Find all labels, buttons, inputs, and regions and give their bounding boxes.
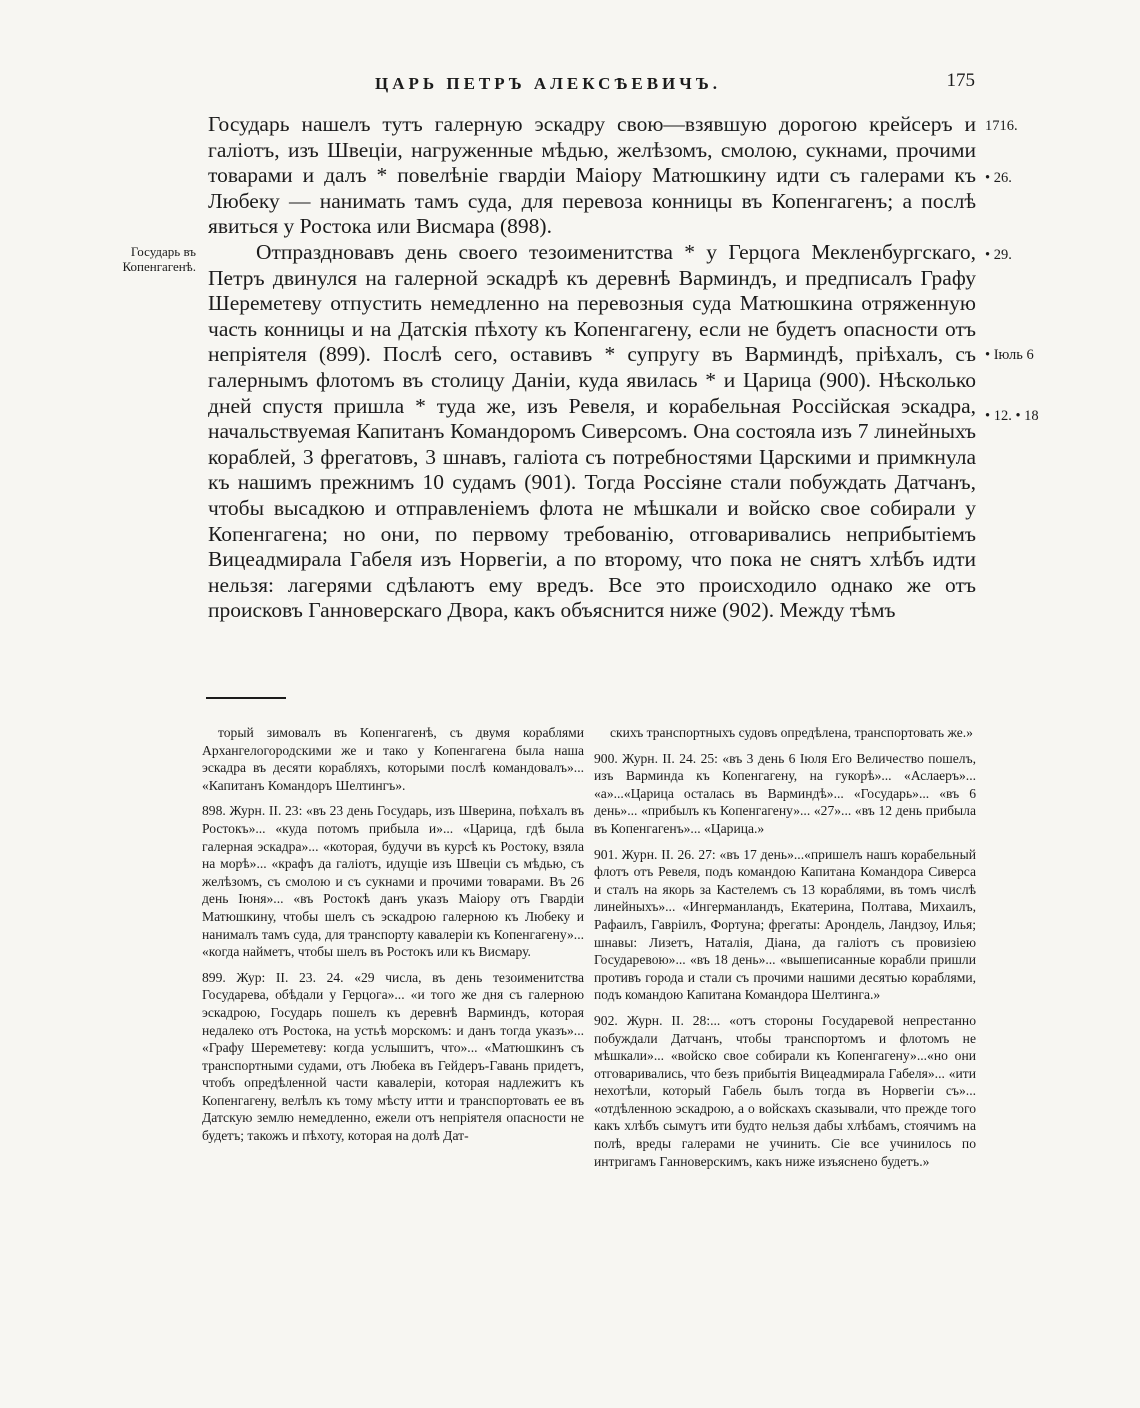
running-title: ЦАРЬ ПЕТРЪ АЛЕКСѢЕВИЧЪ. <box>375 74 721 93</box>
footnote: 898. Журн. II. 23: «въ 23 день Государь, изъ Шверина, поѣхалъ въ Ростокъ»... «куда потомъ прибыла и»... «Царица, гдѣ была галерная эскадра»... «которая, будучи въ курсѣ къ Ростоку, взяла на морѣ»... «крафъ да галіотъ, идущіе изъ Швеціи съ мѣдью, съ желѣзомъ, съ смолою и съ сукнами и прочими товарами. Въ 26 день Іюня»... «въ Ростокѣ данъ указъ Маіору отъ Гвардіи Матюшкину, чтобы шелъ съ эскадрою галерною къ Любеку и нанималъ тамъ суда, для транспорту кавалеріи къ Копенгагену»... «когда найметъ, чтобы шелъ въ Ростокъ или къ Висмару. <box>202 803 584 960</box>
footnote-column-right <box>594 724 976 1178</box>
main-text <box>208 112 976 624</box>
footnote: 902. Журн. II. 28:... «отъ стороны Государевой непрестанно побуждали Датчанъ, чтобы транспортомъ и флотомъ не мѣшкали»... «войско свое собирали къ Копенгагену»...«но они отговаривались, что безъ прибытія Вицеадмирала Габеля»... «ити нехотѣли, который Габель былъ тогда въ Норвегіи съ»... «отдѣленною эскадрою, а о войскахъ сказывали, что прежде того какъ хлѣбъ сымутъ ити будто нельзя дабы хлѣбамъ, стоячимъ на полѣ, вреды галерами не учинить. Сіе все учинилось по интригамъ Ганноверскимъ, какъ ниже изъяснено будетъ.» <box>594 1012 976 1169</box>
page-number: 175 <box>946 70 975 91</box>
footnote-rule <box>206 697 286 699</box>
page-header <box>375 70 975 104</box>
margin-date: 1716. <box>985 118 1018 134</box>
margin-date: • Іюль 6 <box>985 347 1034 363</box>
margin-note: Государь въ Копенгагенѣ. <box>122 244 196 274</box>
footnote: 901. Журн. II. 26. 27: «въ 17 день»...«пришелъ нашъ корабельный флотъ отъ Ревеля, подъ командою Капитана Командора Сиверса и сталъ на якорь за Кастелемъ съ 13 кораблями, въ томъ числѣ линейныхъ»... «Ингерманландъ, Екатерина, Полтава, Михаилъ, Рафаилъ, Гавріилъ, Фортуна; фрегаты: Арондель, Ландзоу, Илья; шнавы: Лизетъ, Наталія, Діана, да галіотъ съ провизіею Государевою»... «въ 18 день»... «вышеписанные корабли пришли противъ города и стали съ прочими нашими десятью кораблями, подъ командою Капитана Командора Шелтинга.» <box>594 846 976 1003</box>
margin-date: • 29. <box>985 247 1012 263</box>
footnote: скихъ транспортныхъ судовъ опредѣлена, транспортовать же.» <box>610 725 973 740</box>
margin-date: • 12. • 18 <box>985 408 1039 424</box>
main-paragraph: Государь нашелъ тутъ галерную эскадру свою—взявшую дорогою крейсеръ и галіотъ, изъ Швеціи, нагруженные мѣдью, желѣзомъ, смолою, сукнами, прочими товарами и далъ * повелѣніе гвардіи Маіору Матюшкину идти съ галерами къ Любеку — нанимать тамъ суда, для перевоза конницы въ Копенгагенъ; а послѣ явиться у Ростока или Висмара (898). <box>208 112 976 239</box>
footnote: 899. Жур: II. 23. 24. «29 числа, въ день тезоименитства Государева, обѣдали у Герцога»... «и того же дня съ галерною эскадрою, Государь пошелъ къ деревнѣ Варминдъ, которая недалеко отъ Ростока, на устьѣ морскомъ: и данъ тогда указъ»... «Графу Шереметеву: когда услышитъ, что»... «Матюшкинъ съ транспортными судами, отъ Любека въ Гейдеръ-Гавань придетъ, чтобъ опредѣленной части кавалеріи, которая надлежитъ къ Копенгагену, велѣлъ къ тому мѣсту итти и транспортовать ее въ Датскую землю немедленно, ежели отъ непріятеля опасности не будетъ; такожъ и пѣхоту, которая на долѣ Дат- <box>202 969 584 1144</box>
main-paragraph: Отпраздновавъ день своего тезоименитства * у Герцога Мекленбургскаго, Петръ двинулся на галерной эскадрѣ къ деревнѣ Варминдъ, и предписалъ Графу Шереметеву отпустить немедленно на перевозныя суда Матюшкина отряженную часть конницы и на Датскія пѣхоту къ Копенгагену, если не будетъ опасности отъ непріятеля (899). Послѣ сего, оставивъ * супругу въ Варминдѣ, пріѣхалъ, съ галернымъ флотомъ въ столицу Даніи, куда явилась * и Царица (900). Нѣсколько дней спустя пришла * туда же, изъ Ревеля, и корабельная Россійская эскадра, начальствуемая Капитанъ Командоромъ Сиверсомъ. Она состояла изъ 7 линейныхъ кораблей, 3 фрегатовъ, 3 шнавъ, галіота съ потребностями Царскими и примкнула къ нашимъ прежнимъ 10 судамъ (901). Тогда Россіяне стали побуждать Датчанъ, чтобы высадкою и отправленіемъ флота не мѣшкали и войско свое собирали у Копенгагена; но они, по первому требованію, отговаривались неприбытіемъ Вицеадмирала Габеля изъ Норвегіи, а по второму, что пока не снятъ хлѣбъ идти нельзя: лагерями сдѣлаютъ ему вредъ. Все это происходило однако же отъ происковъ Ганноверскаго Двора, какъ объяснится ниже (902). Между тѣмъ <box>208 239 976 623</box>
footnote: торый зимовалъ въ Копенгагенѣ, съ двумя кораблями Архангелогородскими же и тако у Копенгагена была наша эскадра въ десяти корабляхъ, которыми послѣ командовалъ»... «Капитанъ Командоръ Шелтингъ». <box>202 725 584 793</box>
footnote: 900. Журн. II. 24. 25: «въ 3 день 6 Іюля Его Величество пошелъ, изъ Варминда къ Копенгагену, на гукорѣ»... «Аслаеръ»... «а»...«Царица осталась въ Варминдѣ»... «Государь»... «въ 6 день»... «прибылъ къ Копенгагену»... «27»... «въ 12 день прибыла въ Копенгагенъ»... «Царица.» <box>594 750 976 836</box>
margin-date: • 26. <box>985 170 1012 186</box>
footnote-column-left <box>202 724 584 1153</box>
